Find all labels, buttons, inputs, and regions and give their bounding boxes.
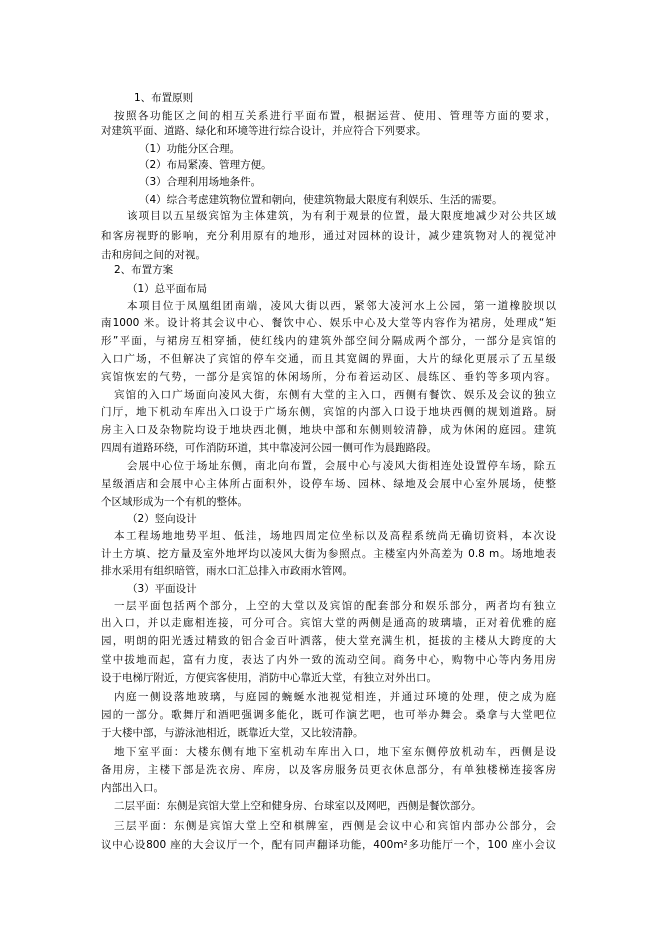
- paragraph-line: 星级酒店和会展中心主体所占面积外，设停车场、园林、绿地及会展中心室外展场，使整: [101, 478, 556, 490]
- list-item: （1）功能分区合理。: [139, 143, 241, 155]
- paragraph-line: 三层平面：东侧是宾馆大堂上空和棋牌室，西侧是会议中心和宾馆内部办公部分，会: [114, 820, 556, 832]
- paragraph-line: 宾馆恢宏的气势，一部分是宾馆的休闲场所，分布着运动区、晨练区、垂钓等多项内容。: [101, 371, 556, 383]
- section-heading: 1、布置原则: [134, 92, 194, 104]
- paragraph-line: 按照各功能区之间的相互关系进行平面布置，根据运营、使用、管理等方面的要求，: [114, 110, 556, 122]
- paragraph-line: 房主入口及杂物院均设于地块西北侧，地块中部和东侧则较清静，成为休闲的庭园。建筑: [101, 424, 556, 436]
- paragraph-line: 备用房，主楼下部是洗衣房、库房，以及客房服务员更衣休息部分，有单独楼梯连接客房: [101, 764, 556, 776]
- paragraph-line: 计土方填、挖方量及室外地坪均以凌风大街为参照点。主楼室内外高差为 0.8 m。场地地表: [101, 548, 556, 560]
- paragraph-line: 形”平面，与裙房互相穿插，使红线内的建筑外部空间分隔成两个部分，一部分是宾馆的: [101, 335, 556, 347]
- paragraph-line: 入口广场，不但解决了宾馆的停车交通，而且其宽阔的界面，大片的绿化更展示了五星级: [101, 353, 556, 365]
- paragraph-line: 南1000 米。设计将其会议中心、餐饮中心、娱乐中心及大堂等内容作为裙房，处理成“矩: [101, 317, 556, 329]
- paragraph-line: 宾馆的入口广场面向凌风大街，东侧有大堂的主入口，西侧有餐饮、娱乐及会议的独立: [114, 389, 556, 401]
- paragraph-line: 会展中心位于场址东侧，南北向布置，会展中心与凌风大街相连处设置停车场，除五: [127, 460, 556, 472]
- paragraph-line: 堂中拔地而起，富有力度，表达了内外一致的流动空间。商务中心，购物中心等内务用房: [101, 654, 556, 666]
- paragraph-line: 设于电梯厅附近，方便宾客使用，消防中心靠近大堂，有独立对外出口。: [101, 672, 437, 684]
- section-heading: 2、布置方案: [114, 264, 174, 276]
- paragraph-line: 一层平面包括两个部分，上空的大堂以及宾馆的配套部分和娱乐部分，两者均有独立: [114, 600, 556, 612]
- paragraph-line: 对建筑平面、道路、绿化和环境等进行综合设计，并应符合下列要求。: [101, 125, 427, 137]
- subsection-heading: （2）竖向设计: [127, 513, 197, 525]
- paragraph-line: 出入口，并以走廊相连接，可分可合。宾馆大堂的两侧是通高的玻璃墙，正对着优雅的庭: [101, 617, 556, 629]
- paragraph-line: 门厅，地下机动车库出入口设于广场东侧，宾馆的内部入口设于地块西侧的规划道路。厨: [101, 406, 556, 418]
- paragraph-line: 二层平面：东侧是宾馆大堂上空和健身房、台球室以及网吧，西侧是餐饮部分。: [114, 800, 482, 812]
- list-item: （2）布局紧凑、管理方便。: [139, 159, 272, 171]
- paragraph-line: 击和房间之间的对视。: [101, 249, 206, 261]
- paragraph-line: 议中心设800 座的大会议厅一个，配有同声翻译功能，400m²多功能厅一个，100 座小会议: [101, 839, 556, 851]
- paragraph-line: 个区域形成为一个有机的整体。: [101, 496, 248, 508]
- paragraph-line: 园的一部分。歌舞厅和酒吧强调多能化，既可作演艺吧，也可举办舞会。桑拿与大堂吧位: [101, 709, 556, 721]
- paragraph-line: 和客房视野的影响，充分利用原有的地形，通过对园林的设计，减少建筑物对人的视觉冲: [101, 230, 556, 242]
- paragraph-line: 地下室平面：大楼东侧有地下室机动车库出入口，地下室东侧停放机动车，西侧是设: [114, 746, 556, 758]
- paragraph-line: 该项目以五星级宾馆为主体建筑，为有利于观景的位置，最大限度地减少对公共区域: [127, 210, 556, 222]
- paragraph-line: 于大楼中部，与游泳池相近，既靠近大堂，又比较清静。: [101, 727, 364, 739]
- list-item: （3）合理利用场地条件。: [139, 176, 262, 188]
- paragraph-line: 本工程场地地势平坦、低洼，场地四周定位坐标以及高程系统尚无确切资料，本次设: [114, 530, 556, 542]
- paragraph-line: 排水采用有组织暗管，雨水口汇总排入市政雨水管网。: [101, 565, 353, 577]
- paragraph-line: 四周有道路环绕，可作消防环道，其中靠凌河公园一侧可作为晨跑路段。: [101, 442, 437, 454]
- subsection-heading: （3）平面设计: [127, 583, 197, 595]
- subsection-heading: （1）总平面布局: [127, 283, 208, 295]
- paragraph-line: 本项目位于凤凰组团南端，凌风大街以西，紧邻大凌河水上公园，第一道橡胶坝以: [127, 300, 556, 312]
- paragraph-line: 内部出入口。: [101, 782, 164, 794]
- list-item: （4）综合考虑建筑物位置和朝向，使建筑物最大限度有利娱乐、生活的需要。: [139, 194, 503, 206]
- paragraph-line: 内庭一侧设落地玻璃，与庭园的蜿蜒水池视觉相连，并通过环境的处理，使之成为庭: [114, 691, 556, 703]
- paragraph-line: 园，明朗的阳光透过精致的铝合金百叶洒落，使大堂充满生机，挺拔的主楼从大跨度的大: [101, 635, 556, 647]
